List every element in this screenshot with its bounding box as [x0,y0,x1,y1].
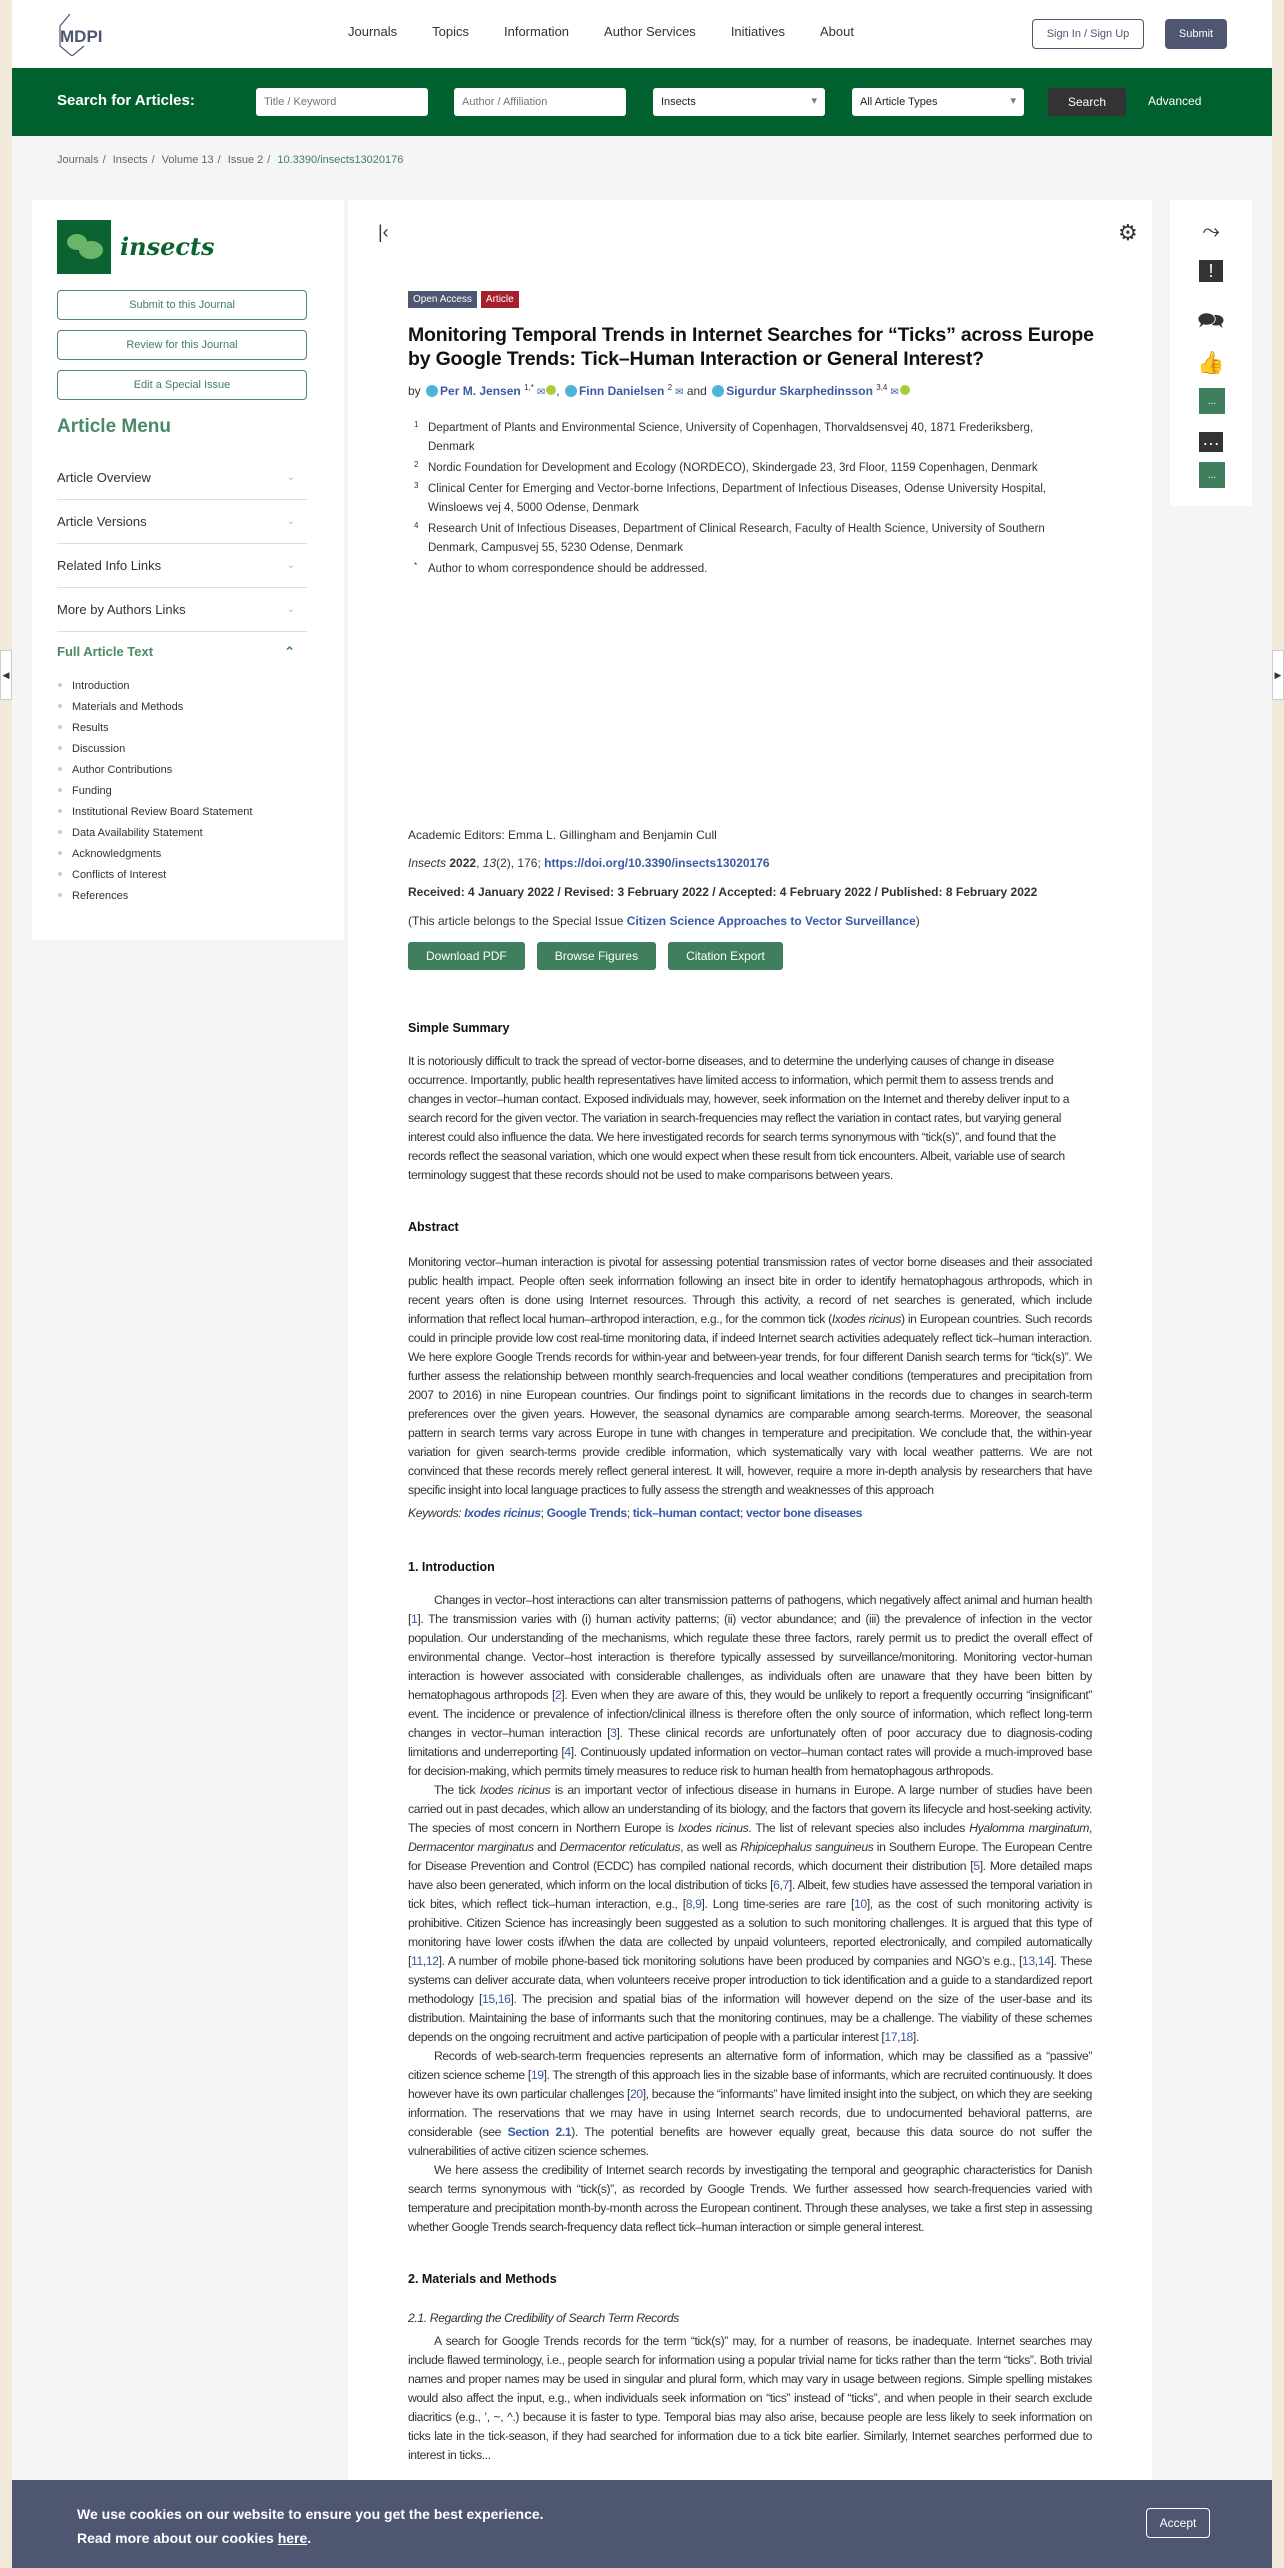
affiliation-number: 4 [414,521,419,530]
affiliation-text: Nordic Foundation for Development and Ecology (NORDECO), Skindergade 23, 3rd Floor, 1159 Copenhagen, Denmark [428,462,1038,474]
affiliation-text: Author to whom correspondence should be addressed. [428,563,708,575]
text-segment: , [422,1954,426,1968]
special-issue-link[interactable]: Citizen Science Approaches to Vector Surveillance [626,914,916,928]
citation-journal: Insects [408,856,447,870]
toc-item[interactable]: Materials and Methods [57,701,252,722]
paragraph [408,1591,1092,1781]
affiliation-number: 3 [414,481,419,490]
affiliation [408,560,1078,579]
article-title: Monitoring Temporal Trends in Internet Searches for “Ticks” across Europe by Google Trends: Tick–Human Interaction or General Interest? [408,324,1094,370]
table-of-contents [57,680,252,911]
text-segment: ]. Even when they are aware of this, they would be unlikely to report a frequently occurring “insignificant” event. The incidence or prevalence of infection/clinical illness is therefore often the only source of information, which reflect long-term changes in vector–human interaction [ [408,1688,1093,1740]
orcid-icon[interactable] [546,385,556,395]
text-segment: , as well as [680,1840,741,1854]
text-segment: Changes in vector–host interactions can alter transmission patterns of pathogens, which negatively affect animal and human health [ [408,1593,1092,1626]
menu-label: Article Versions [57,514,147,529]
text-segment: ) in European countries. Such records could in principle provide low cost real-time monitoring data, if indeed Internet search activities adequately reflect tick–human interaction. We here explore Google Trends records for within-year and between-year trends, for four different Danish search terms for “tick(s)”. We further assess the relationship between monthly search-frequencies and local weather conditions (temperatures and precipitation from 2007 to 2016) in nine European countries. Our findings point to significant limitations in the records due to changes in search-term preferences over the given years. However, the seasonal dynamics are comparable among search-terms. Moreover, the seasonal pattern in search terms vary across Europe in tune with changes in temperature and precipitation. We conclude that, the within-year variation for given search-terms provide credible information, which systematically vary with local weather patterns. We are not convinced that these records merely reflect general interest. It will, however, require a more in-depth analysis by researchers that have specific insight into local language practices to fully assess the strength and weaknesses of this approach [408,1312,1092,1497]
orcid-icon[interactable] [900,385,910,395]
simple-summary-heading: Simple Summary [408,1021,510,1035]
text-segment: , [692,1897,696,1911]
simple-summary-text: It is notoriously difficult to track the spread of vector-borne diseases, and to determine the underlying causes of change in disease occurrence. Importantly, public health representatives have limited access to information, which permit them to assess trends and changes in vector–human contact. Exposed individuals may, however, seek information on the Internet and thereby deliver input to a search record for the given vector. The variation in search-frequencies may reflect the variation in contact rates, but varying general interest could also influence the data. We here investigated records for search terms synonymous with “tick(s)”, and found that the records reflect the seasonal variation, which one would expect when these result from tick encounters. Albeit, variable use of search terminology suggest that these records should not be used to make comparisons between years. [408,1054,1070,1182]
cookie-more-text: Read more about our cookies [77,2530,278,2546]
reference-link[interactable]: 12 [425,1954,439,1968]
date-value: 4 February 2022 / [776,885,882,899]
text-segment: , [897,2030,901,2044]
author-affiliation-sup: 2 [667,383,673,392]
title-keyword-input[interactable] [256,88,428,116]
reference-link[interactable]: 15 [481,1992,495,2006]
journal-select-value: Insects [661,96,696,108]
chevron-down-icon: ⌄ [286,472,295,483]
open-access-badge: Open Access [408,291,477,308]
reference-link[interactable]: 14 [1037,1954,1051,1968]
nav-journals[interactable]: Journals [348,24,398,39]
date-value: 8 February 2022 [942,885,1038,899]
text-segment: in Southern Europe. The European Centre for Disease Prevention and Control (ECDC) has compiled national records, which document their distribution [ [408,1840,1092,1873]
affiliation [408,419,1078,457]
toc-item[interactable]: References [57,890,252,911]
author-icon [565,385,577,397]
author-icon [426,385,438,397]
breadcrumb-volume[interactable]: Volume 13 [161,154,214,166]
text-segment: , [494,1992,498,2006]
article-actions [408,942,783,970]
keyword-link[interactable]: vector bone diseases [746,1506,862,1520]
text-segment: ]. Continuously updated information on vector–human contact rates will provide a much-improved base for decision-making, which permits timely measures to reduce risk to human health from hematophagous arthropods. [408,1745,1092,1778]
toc-item[interactable]: Funding [57,785,252,806]
toc-item[interactable]: Introduction [57,680,252,701]
reference-link[interactable]: 19 [530,2068,544,2082]
endorse-count-badge: ... [1199,388,1225,414]
keyword-link[interactable]: Google Trends [546,1506,627,1520]
breadcrumb-issue[interactable]: Issue 2 [227,154,264,166]
collapse-sidebar-icon[interactable]: |‹ [378,222,389,242]
reference-link[interactable]: 4 [564,1745,571,1759]
citation-issue: (2), 176; [496,856,545,870]
full-article-text-label: Full Article Text [57,644,154,659]
toc-item[interactable]: Acknowledgments [57,848,252,869]
nav-author-services[interactable]: Author Services [604,24,696,39]
article-body [408,1020,1092,2465]
site-header [12,0,1272,68]
submit-to-journal-button[interactable]: Submit to this Journal [57,290,307,320]
text-segment: We here assess the credibility of Internet search records by investigating the temporal and geographic characteristics for Danish search terms synonymous with “tick(s)”, as recorded by Google Trends. We further assessed how search-frequencies varied with temperature and precipitation month-by-month across the European continent. Through these analyses, we take a first step in assessing whether Google Trends search-frequency data reflect tick–human interaction or simple general interest. [408,2163,1092,2234]
text-segment: ]. Long time-series are rare [ [701,1897,855,1911]
keyword-link[interactable]: Ixodes ricinus [464,1506,541,1520]
menu-related-info-links[interactable] [57,544,307,588]
browse-figures-button[interactable]: Browse Figures [537,942,656,970]
text-segment: Monitoring vector–human interaction is pivotal for assessing potential transmission rates of vector borne diseases and their associated public health impact. People often seek information following an insect bite in order to identify hematophagous arthropods, which in recent years often is done using Internet resources. Through this activity, a record of net searches is generated, which include information that reflect local human–arthropod interaction, e.g., for the common tick ( [408,1255,1092,1326]
download-pdf-button[interactable]: Download PDF [408,942,525,970]
paragraph [408,1781,1092,2047]
and-label: and [686,384,707,398]
reference-link[interactable]: 8 [685,1897,693,1911]
share-icon[interactable]: ⤳ [1202,218,1220,243]
article-panel [348,200,1152,2568]
email-icon[interactable]: ✉ [675,387,684,398]
affiliation [408,520,1078,558]
chevron-down-icon: ⌄ [286,604,295,615]
affiliation-number: * [414,561,418,570]
comment-icon[interactable]: … [1199,432,1223,452]
main-nav [348,24,889,39]
left-panel-toggle-icon[interactable]: ◀ [0,650,12,700]
cookie-here-link[interactable]: here [277,2530,308,2546]
keywords [408,1504,1092,1523]
text-segment: ). The potential benefits are however equally great, because this data source do not suffer the vulnerabilities of active citizen science schemes. [408,2125,1093,2158]
italic-text: Rhipicephalus sanguineus [740,1840,874,1854]
text-segment: ]. These clinical records are unfortunately often of poor accuracy due to diagnosis-coding limitations and underreporting [ [408,1726,1093,1759]
text-segment: ], as the cost of such monitoring activity is prohibitive. Citizen Science has increasingly been suggested as a solution to such monitoring challenges. It is argued that this type of monitoring have lower costs if/when the data are collected by unpaid volunteers, reported electronically, and compiled automatically [ [408,1897,1093,1968]
accept-cookies-button[interactable]: Accept [1146,2508,1210,2538]
menu-article-versions[interactable] [57,500,307,544]
nav-topics[interactable]: Topics [432,24,469,39]
italic-text: Ixodes ricinus [479,1783,551,1797]
text-segment: ]. The strength of this approach lies in the sizable base of informants, which are recruited continuously. It does however have its own particular challenges [ [408,2068,1092,2101]
menu-label: Related Info Links [57,558,162,573]
reference-link[interactable]: 16 [497,1992,511,2006]
reference-link[interactable]: 17 [884,2030,898,2044]
report-error-icon[interactable]: ! [1199,260,1223,282]
insects-journal-logo-icon[interactable] [57,220,111,274]
right-action-rail [1170,200,1252,506]
keyword-separator: ; [740,1506,746,1520]
journal-select[interactable] [653,88,825,116]
reference-link[interactable]: 10 [854,1897,867,1911]
article-badges [408,291,519,308]
cookie-message: We use cookies on our website to ensure you get the best experience. [77,2506,544,2522]
article-type-value: All Article Types [860,96,938,108]
article-type-badge: Article [481,291,519,308]
search-button[interactable]: Search [1048,88,1126,116]
text-segment: , [1034,1954,1038,1968]
comment-count-badge: ... [1199,462,1225,488]
reference-link[interactable]: 5 [973,1859,980,1873]
menu-more-by-authors[interactable] [57,588,307,632]
text-segment: , [1089,1821,1092,1835]
paragraph [408,2161,1092,2237]
special-issue-note [408,914,920,928]
nav-information[interactable]: Information [504,24,570,39]
keywords-label: Keywords: [408,1506,465,1520]
date-label: Revised: [564,885,615,899]
full-article-text-toggle[interactable] [57,644,307,660]
reference-link[interactable]: 9 [695,1897,702,1911]
affiliation-text: Research Unit of Infectious Diseases, Department of Clinical Research, Faculty of Health Science, University of Southern Denmark, Campusvej 55, 5230 Odense, Denmark [428,523,1045,554]
reference-link[interactable]: 7 [782,1878,789,1892]
toc-item[interactable]: Author Contributions [57,764,252,785]
text-segment: The tick [434,1783,480,1797]
italic-text: Dermacentor reticulatus [559,1840,681,1854]
toc-item[interactable]: Conflicts of Interest [57,869,252,890]
reference-link[interactable]: 11 [411,1954,423,1968]
methods-paragraph: A search for Google Trends records for the term “tick(s)” may, for a number of reasons, be inadequate. Internet searches may include flawed terminology, i.e., people search for information using a popular trivial name for ticks rather than the term “ticks”. Both trivial names and proper names may be used in singular and plural form, which may vary in usage between regions. Simple spelling mistakes would also affect the input, e.g., when individuals seek information on “tics” instead of “ticks”, and when people in their search exclude diacritics (e.g., ’, ~, ^.) because it is faster to type. Temporal bias may also arise, because people are less likely to seek information on ticks late in the tick-season, if they had searched for information due to a tick bite earlier. Similarly, Internet searches performed due to interest in ticks... [408,2334,1092,2462]
nav-initiatives[interactable]: Initiatives [730,24,786,39]
citation-volume: 13 [482,856,497,870]
cookie-period: . [307,2530,312,2546]
date-label: Received: [408,885,465,899]
affiliation [408,459,1078,478]
submit-button[interactable]: Submit [1165,19,1227,49]
text-segment: ]. [912,2030,919,2044]
thumbs-up-icon[interactable]: 👍 [1197,350,1225,375]
affiliation [408,480,1078,518]
text-segment: ]. A number of mobile phone-based tick monitoring solutions have been produced by companies and NGO’s e.g., [ [438,1954,1023,1968]
author-link[interactable]: Per M. Jensen [440,384,521,398]
author-affiliation-sup: 3,4 [876,383,888,392]
review-for-journal-button[interactable]: Review for this Journal [57,330,307,360]
text-segment: , [779,1878,783,1892]
breadcrumb-doi[interactable]: 10.3390/insects13020176 [277,154,404,166]
italic-text: Ixodes ricinus [678,1821,749,1835]
menu-label: Article Overview [57,470,151,485]
breadcrumb-journals[interactable]: Journals [57,154,99,166]
edit-special-issue-button[interactable]: Edit a Special Issue [57,370,307,400]
keyword-separator: ; [540,1506,547,1520]
italic-text: Dermacentor marginatus [408,1840,534,1854]
abstract-text [408,1253,1092,1500]
search-label: Search for Articles: [57,92,195,109]
date-label: Accepted: [718,885,777,899]
date-value: 4 January 2022 / [464,885,565,899]
search-bar [12,68,1272,136]
reference-link[interactable]: 2 [554,1688,562,1702]
by-label: by [408,384,421,398]
date-label: Published: [881,885,943,899]
mdpi-logo[interactable] [56,12,122,56]
affiliation-text: Clinical Center for Emerging and Vector-borne Infections, Department of Infectious Diseases, Odense University Hospital, Winsloews vej 4, 5000 Odense, Denmark [428,483,1047,514]
reference-link[interactable]: Section 2.1 [507,2125,572,2139]
breadcrumb-insects[interactable]: Insects [112,154,148,166]
svg-text:MDPI: MDPI [60,27,103,46]
text-segment: ]. The precision and spatial bias of the information will however depend on the size of the user-base and its distribution. Maintaining the base of informants such that the monitoring continues, may be a challenge. The viability of these schemes depends on the ongoing recruitment and active participation of people with a particular interest [ [408,1992,1092,2044]
menu-label: More by Authors Links [57,602,186,617]
reference-link[interactable]: 3 [610,1726,617,1740]
materials-methods-heading: 2. Materials and Methods [408,2272,557,2286]
toc-item[interactable]: Data Availability Statement [57,827,252,848]
affiliation-number: 1 [414,420,419,429]
right-panel-toggle-icon[interactable]: ▶ [1272,650,1284,700]
journal-name[interactable]: insects [120,232,215,261]
email-icon[interactable]: ✉ [536,387,546,398]
affiliations [408,419,1078,581]
reference-link[interactable]: 13 [1022,1954,1035,1968]
gear-icon[interactable]: ⚙ [1118,220,1138,245]
introduction-text [408,1591,1092,2237]
breadcrumb: Journals / Insects / Volume 13 / Issue 2 / 10.3390/insects13020176 [57,154,404,166]
methods-subheading: 2.1. Regarding the Credibility of Search Term Records [408,2311,679,2325]
reference-link[interactable]: 20 [629,2087,643,2101]
keyword-separator: ; [626,1506,633,1520]
introduction-heading: 1. Introduction [408,1560,495,1574]
author-icon [712,385,724,397]
cookie-banner [12,2480,1272,2568]
email-icon[interactable]: ✉ [890,387,899,398]
reference-link[interactable]: 1 [411,1612,418,1626]
author-affiliation-sup: 1,* [524,383,534,392]
special-issue-prefix: (This article belongs to the Special Issue [408,914,627,928]
italic-text: Ixodes ricinus [831,1312,901,1326]
doi-link[interactable]: https://doi.org/10.3390/insects13020176 [544,856,770,870]
comments-icon[interactable]: 🗪 [1197,308,1225,333]
author-link[interactable]: Sigurdur Skarphedinsson [726,384,873,398]
text-segment: ]. Albeit, few studies have assessed the temporal variation in tick bites, which reflect tick–human interaction, e.g., [ [408,1878,1092,1911]
paragraph [408,2047,1092,2161]
left-sidebar [32,200,344,940]
text-segment: Records of web-search-term frequencies represents an alternative form of information, which may be classified as a “passive” citizen science scheme [ [408,2049,1092,2082]
text-segment: ]. More detailed maps have also been generated, which inform on the local distribution of ticks [ [408,1859,1093,1892]
text-segment: and [533,1840,560,1854]
sign-in-button[interactable]: Sign In / Sign Up [1032,19,1144,49]
author-affiliation-input[interactable] [454,88,626,116]
page [12,0,1272,2568]
italic-text: Hyalomma marginatum [969,1821,1089,1835]
toc-item[interactable]: Institutional Review Board Statement [57,806,252,827]
citation: Insects 2022, 13(2), 176; https://doi.org/10.3390/insects13020176 [408,856,770,870]
text-segment: is an important vector of infectious disease in humans in Europe. A large number of studies have been carried out in past decades, which allow an understanding of its biology, and the factors that govern its lifecycle and host-seeking activity. The species of most concern in Northern Europe is [408,1783,1092,1835]
text-segment: ]. These systems can deliver accurate data, when volunteers receive proper introduction to tick identification and a guide to a standardized report methodology [ [408,1954,1092,2006]
text-segment: . The list of relevant species also includes [748,1821,970,1835]
chevron-up-icon: ⌃ [284,644,295,659]
affiliation-number: 2 [414,460,419,469]
article-type-select[interactable] [852,88,1024,116]
academic-editors: Academic Editors: Emma L. Gillingham and Benjamin Cull [408,828,717,842]
toc-item[interactable]: Results [57,722,252,743]
nav-about[interactable]: About [820,24,854,39]
reference-link[interactable]: 6 [773,1878,780,1892]
author-list: by Per M. Jensen $^{1,*}$ ✉ , Finn Danielsen $^2$ ✉ and Sigurdur Skarphedinsson $^{3,4}$ ✉ [408,383,910,398]
keyword-link[interactable]: tick–human contact [632,1506,741,1520]
chevron-down-icon: ⌄ [286,560,295,571]
advanced-search-link[interactable]: Advanced [1148,94,1202,108]
date-value: 3 February 2022 / [614,885,719,899]
menu-article-overview[interactable] [57,456,307,500]
author-link[interactable]: Finn Danielsen [578,384,665,398]
affiliation-text: Department of Plants and Environmental Science, University of Copenhagen, Thorvaldsensvej 40, 1871 Frederiksberg, Denmark [428,422,1034,453]
reference-link[interactable]: 18 [900,2030,913,2044]
abstract-heading: Abstract [408,1220,459,1234]
text-segment: ]. The transmission varies with (i) human activity patterns; (ii) vector abundance; and (iii) the prevalence of infection in the vector population. Our understanding of the mechanisms, which regulate these three factors, rarely permit us to predict the overall effect of environmental change. Vector–host interaction is therefore typically assessed by surveillance/monitoring. Monitoring vector-human interaction is however associated with considerable challenges, as individuals often are unaware that they have been bitten by hematophagous arthropods [ [408,1612,1092,1702]
chevron-down-icon: ⌄ [286,516,295,527]
special-issue-suffix: ) [915,914,920,928]
text-segment: ], because the “informants” have limited insight into the subject, on which they are seeking information. The reservations that we may have in using Internet search records, due to undocumented behavioral patterns, are considerable (see [408,2087,1092,2139]
citation-export-button[interactable]: Citation Export [668,942,783,970]
citation-year: 2022 [449,856,477,870]
cookie-more [77,2530,311,2546]
article-menu-title: Article Menu [57,416,172,437]
publication-dates [408,885,1037,899]
toc-item[interactable]: Discussion [57,743,252,764]
